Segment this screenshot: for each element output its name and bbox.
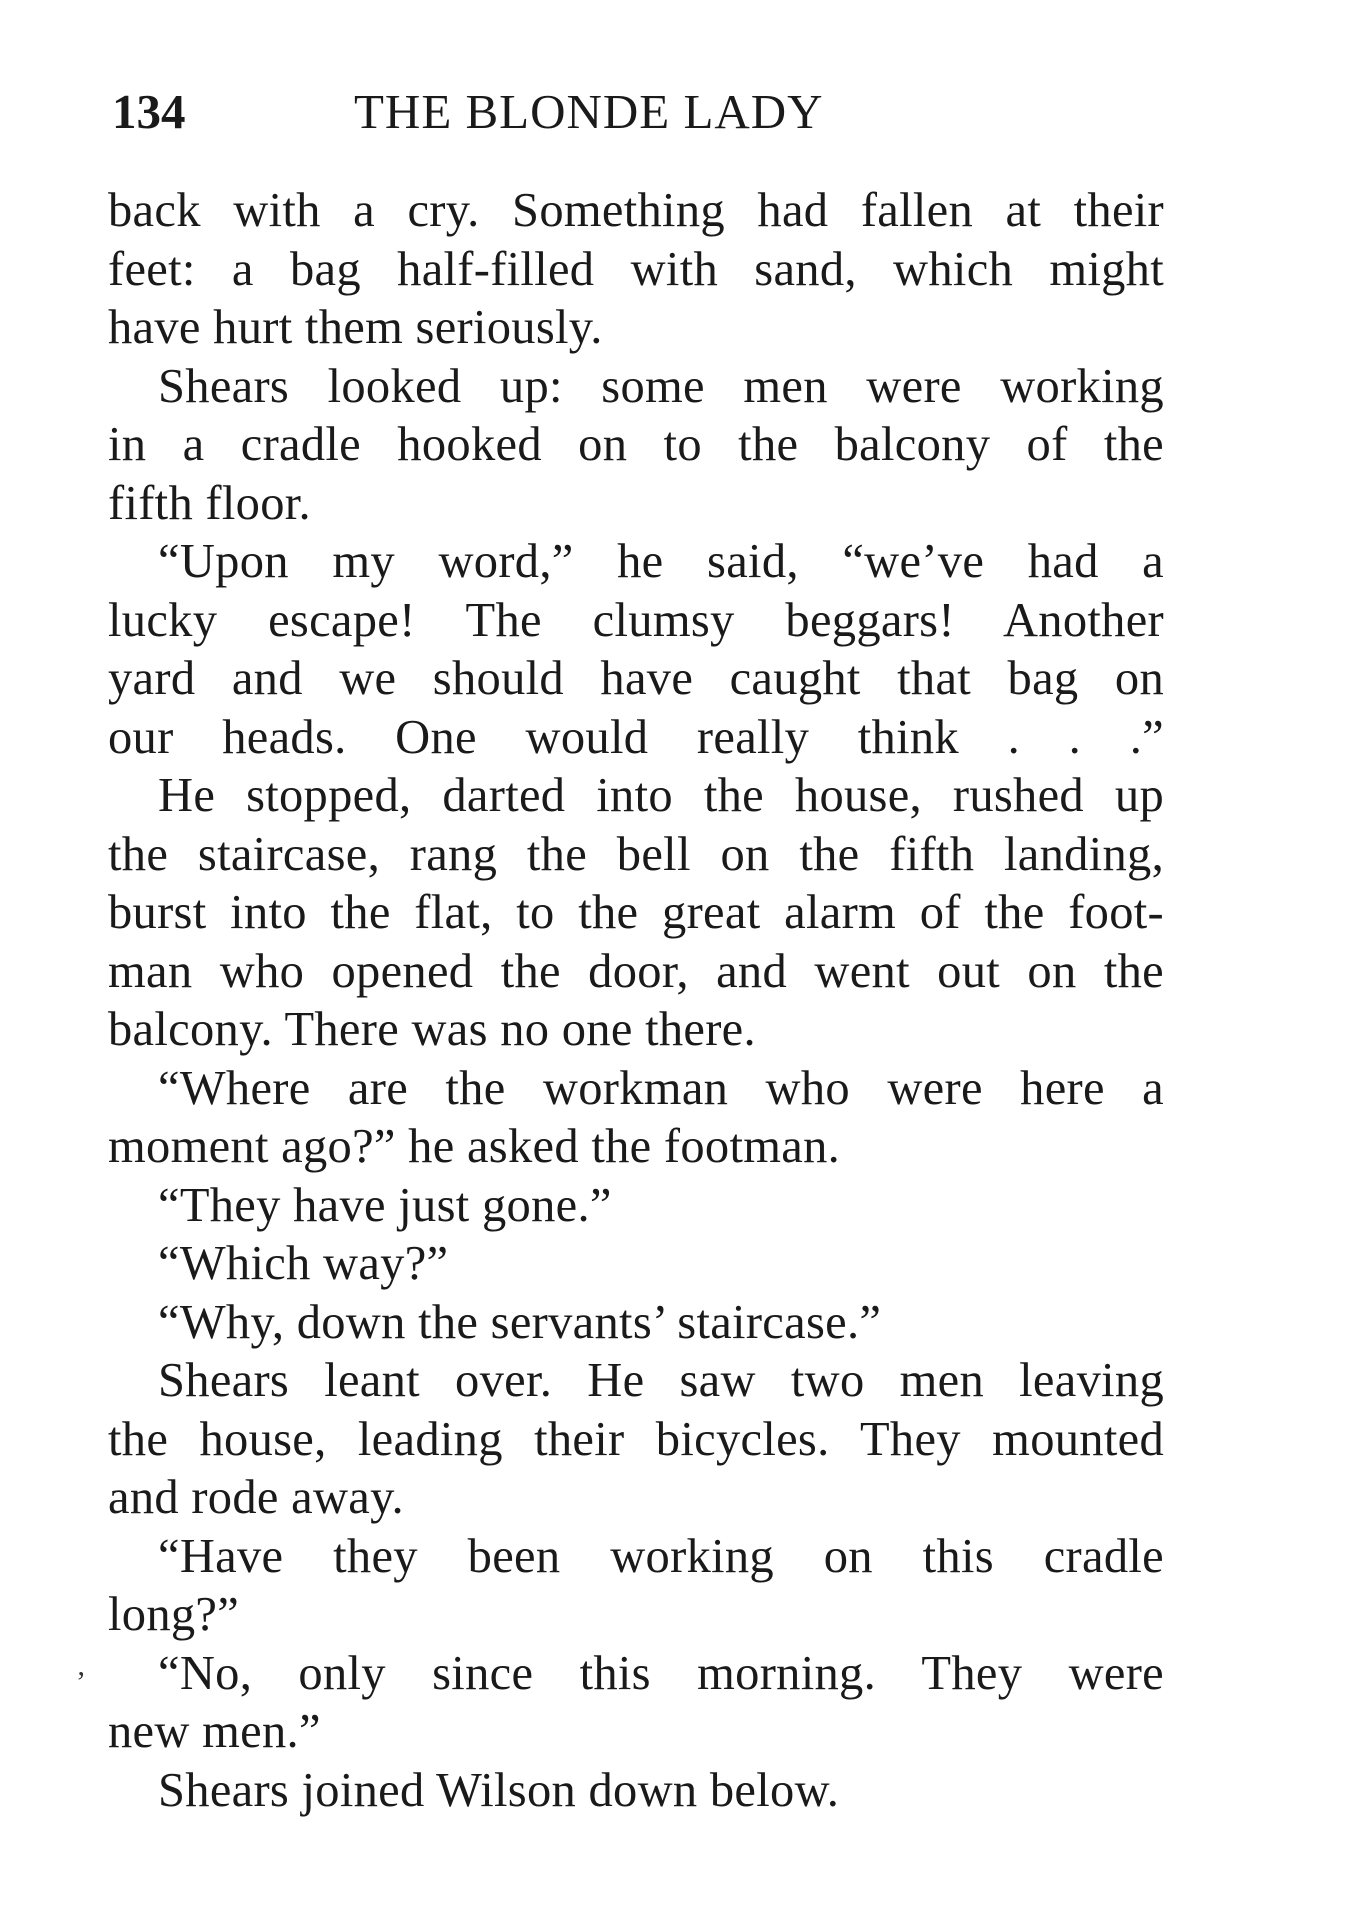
text-line: Shears leant over. He saw two men leaving — [158, 1354, 1164, 1407]
margin-mark: ʼ — [76, 1666, 86, 1699]
text-line: our heads. One would really think . . .” — [108, 710, 1164, 764]
text-line: “Where are the workman who were here a — [158, 1061, 1164, 1115]
text-line: burst into the flat, to the great alarm of the foot- — [108, 886, 1164, 939]
text-line: lucky escape! The clumsy beggars! Another — [108, 593, 1164, 647]
text-line: have hurt them seriously. — [108, 301, 603, 354]
text-line: “They have just gone.” — [158, 1178, 612, 1232]
text-line: and rode away. — [108, 1471, 404, 1524]
text-line: “No, only since this morning. They were — [158, 1646, 1164, 1700]
body-text — [108, 182, 1164, 1820]
running-title: THE BLONDE LADY — [354, 84, 824, 139]
text-line: “Have they been working on this cradle — [158, 1529, 1164, 1583]
text-line: yard and we should have caught that bag on — [108, 652, 1164, 705]
text-line: the staircase, rang the bell on the fifth landing, — [108, 827, 1164, 881]
text-line: He stopped, darted into the house, rushed up — [158, 769, 1164, 822]
text-line: in a cradle hooked on to the balcony of the — [108, 418, 1164, 471]
text-line: feet: a bag half-filled with sand, which might — [108, 242, 1164, 296]
text-line: Shears joined Wilson down below. — [158, 1763, 840, 1817]
text-line: long?” — [108, 1588, 240, 1641]
text-line: “Why, down the servants’ staircase.” — [158, 1295, 882, 1349]
text-line: man who opened the door, and went out on the — [108, 944, 1164, 998]
text-line: the house, leading their bicycles. They mounted — [108, 1412, 1164, 1466]
running-head — [112, 82, 972, 142]
page-number: 134 — [112, 84, 186, 139]
text-line: fifth floor. — [108, 476, 311, 530]
text-line: balcony. There was no one there. — [108, 1003, 756, 1056]
text-line: “Upon my word,” he said, “we’ve had a — [158, 535, 1164, 588]
text-line: “Which way?” — [158, 1237, 449, 1290]
text-line: moment ago?” he asked the footman. — [108, 1120, 841, 1173]
text-line: Shears looked up: some men were working — [158, 359, 1164, 413]
text-line: new men.” — [108, 1705, 321, 1758]
text-line: back with a cry. Something had fallen at their — [108, 184, 1164, 237]
